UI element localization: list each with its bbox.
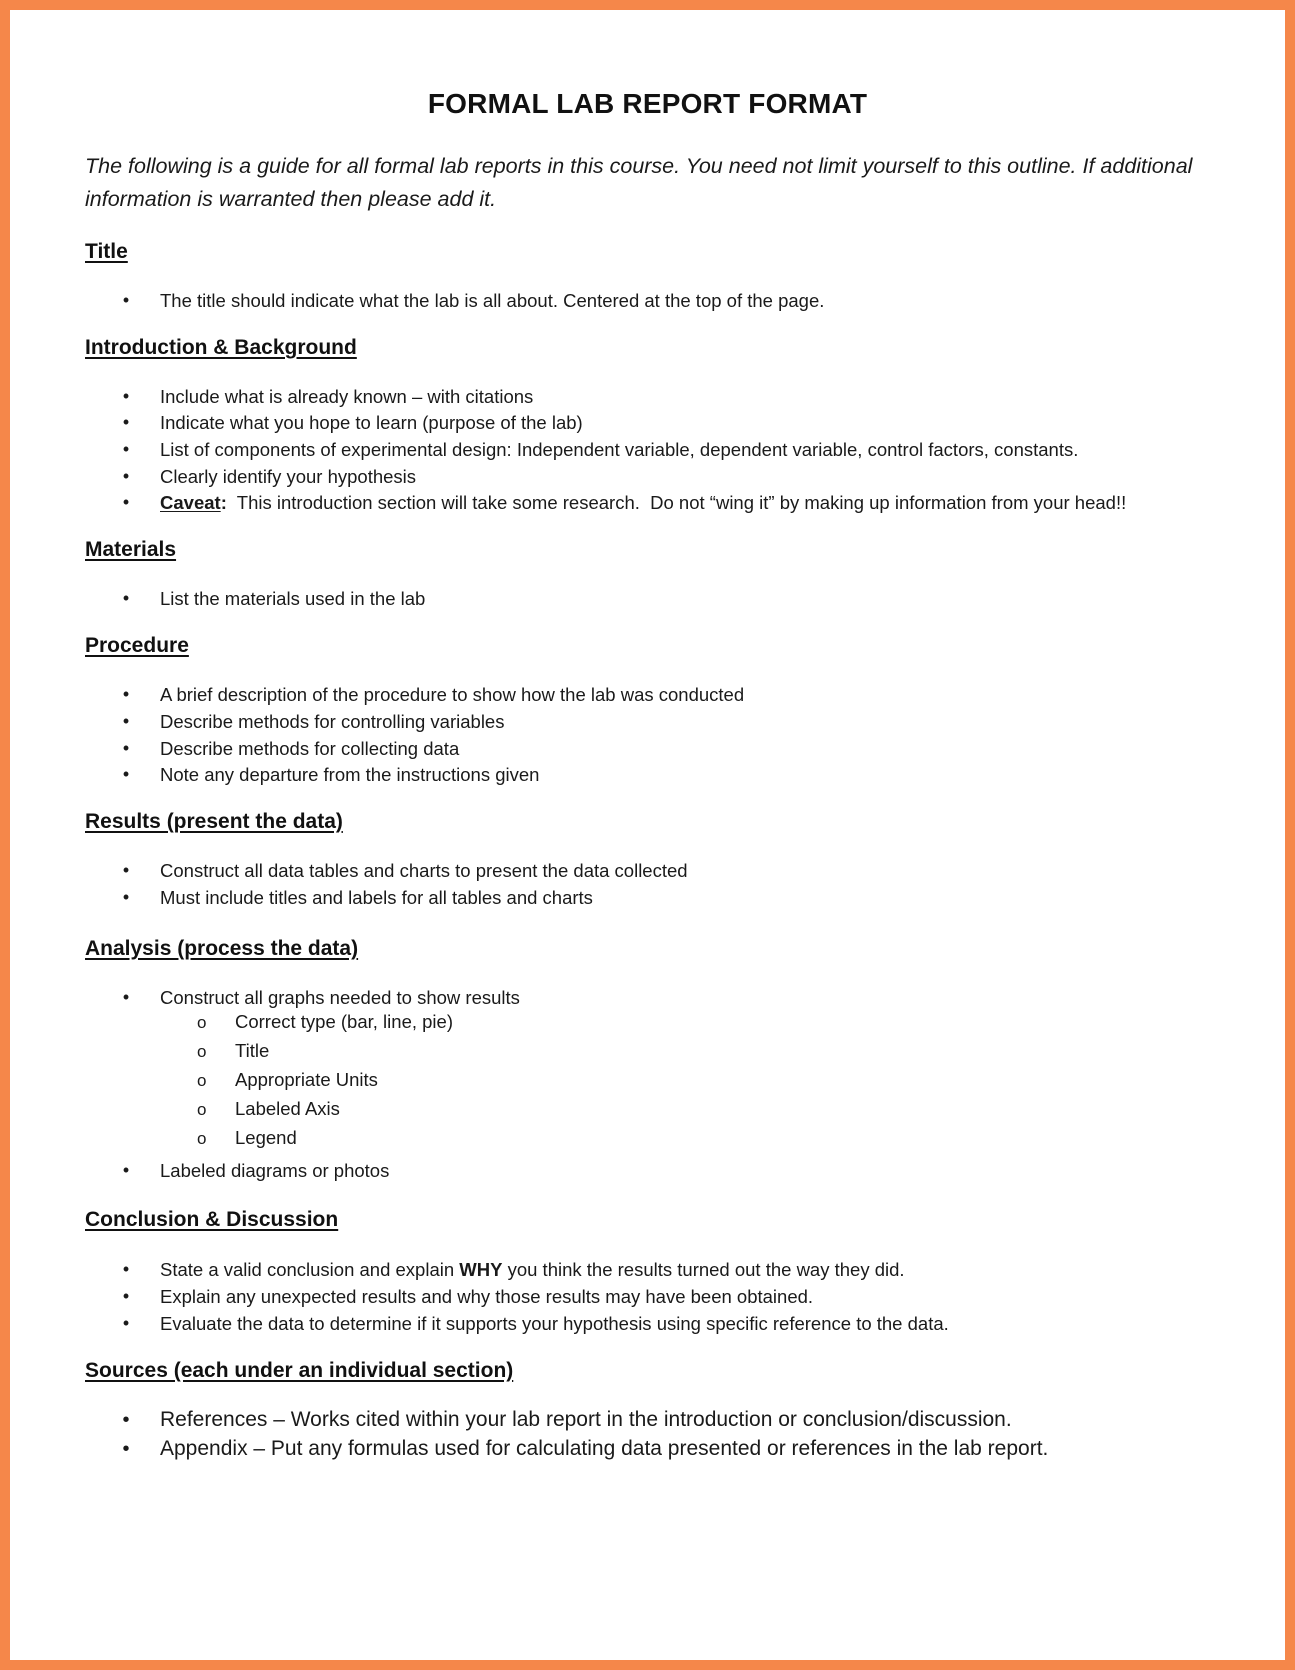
section-heading-title: Title [85, 240, 128, 263]
bullet: • [122, 1313, 130, 1333]
list-item: References – Works cited within your lab report in the introduction or conclusion/discussion. [160, 1408, 1012, 1431]
bullet: • [122, 684, 130, 704]
bullet: • [122, 1409, 130, 1431]
list-item: Clearly identify your hypothesis [160, 466, 417, 487]
sub-bullet: o [197, 1013, 207, 1032]
list-item: Note any departure from the instructions given [160, 764, 540, 785]
list-item: Describe methods for collecting data [160, 738, 460, 759]
bullet: • [122, 492, 130, 512]
list-item: Appendix – Put any formulas used for calculating data presented or references in the lab report. [160, 1437, 1049, 1460]
sub-list-item: Labeled Axis [235, 1098, 340, 1119]
bullet: • [122, 1438, 130, 1460]
list-item: A brief description of the procedure to show how the lab was conducted [160, 684, 745, 705]
bullet: • [122, 290, 130, 310]
caveat-label: Caveat [160, 492, 221, 513]
bullet: • [122, 1160, 130, 1180]
bullet: • [122, 439, 130, 459]
list-item: Include what is already known – with citations [160, 386, 534, 407]
section-heading-procedure: Procedure [85, 634, 189, 657]
bullet: • [122, 738, 130, 758]
section-heading-sources: Sources (each under an individual section) [85, 1359, 514, 1382]
bullet: • [122, 987, 130, 1007]
list-item: Must include titles and labels for all tables and charts [160, 887, 593, 908]
conclusion-text-after: you think the results turned out the way they did. [502, 1259, 905, 1280]
list-item: The title should indicate what the lab is all about. Centered at the top of the page. [160, 290, 825, 311]
sub-bullet: o [197, 1129, 207, 1148]
bullet: • [122, 412, 130, 432]
document-title: FORMAL LAB REPORT FORMAT [427, 88, 868, 119]
bullet: • [122, 1259, 130, 1279]
list-item [160, 1259, 905, 1281]
section-heading-results: Results (present the data) [85, 810, 343, 833]
sub-bullet: o [197, 1100, 207, 1119]
conclusion-text-before: State a valid conclusion and explain [160, 1259, 460, 1280]
list-item: List of components of experimental design: Independent variable, dependent variable, control factors, constants. [160, 439, 1079, 460]
intro-paragraph: The following is a guide for all formal lab reports in this course. You need not limit yourself to this outline. If additional information is warranted then please add it. [85, 154, 1193, 211]
caveat-colon: : [220, 492, 227, 513]
bullet: • [122, 860, 130, 880]
conclusion-why: WHY [459, 1259, 503, 1280]
sub-list-item: Legend [235, 1127, 297, 1148]
list-item: Explain any unexpected results and why those results may have been obtained. [160, 1286, 814, 1307]
caveat-item [160, 492, 1126, 514]
list-item: List the materials used in the lab [160, 588, 426, 609]
sub-bullet: o [197, 1071, 207, 1090]
bullet: • [122, 466, 130, 486]
section-heading-introduction: Introduction & Background [85, 336, 357, 359]
list-item: Describe methods for controlling variables [160, 711, 505, 732]
sub-list-item: Correct type (bar, line, pie) [235, 1011, 453, 1032]
bullet: • [122, 764, 130, 784]
bullet: • [122, 711, 130, 731]
sub-bullet: o [197, 1042, 207, 1061]
section-heading-analysis: Analysis (process the data) [85, 937, 359, 960]
list-item: Labeled diagrams or photos [160, 1160, 390, 1181]
section-heading-materials: Materials [85, 538, 177, 561]
section-heading-conclusion: Conclusion & Discussion [85, 1208, 339, 1231]
bullet: • [122, 1286, 130, 1306]
bullet: • [122, 887, 130, 907]
bullet: • [122, 386, 130, 406]
list-item: Construct all data tables and charts to present the data collected [160, 860, 688, 881]
caveat-text: This introduction section will take some research. Do not “wing it” by making up information from your head!! [226, 492, 1127, 513]
list-item: Construct all graphs needed to show results [160, 987, 520, 1008]
list-item: Indicate what you hope to learn (purpose of the lab) [160, 412, 583, 433]
sub-list-item: Title [235, 1040, 270, 1061]
bullet: • [122, 588, 130, 608]
list-item: Evaluate the data to determine if it supports your hypothesis using specific reference to the data. [160, 1313, 949, 1334]
sub-list-item: Appropriate Units [235, 1069, 378, 1090]
